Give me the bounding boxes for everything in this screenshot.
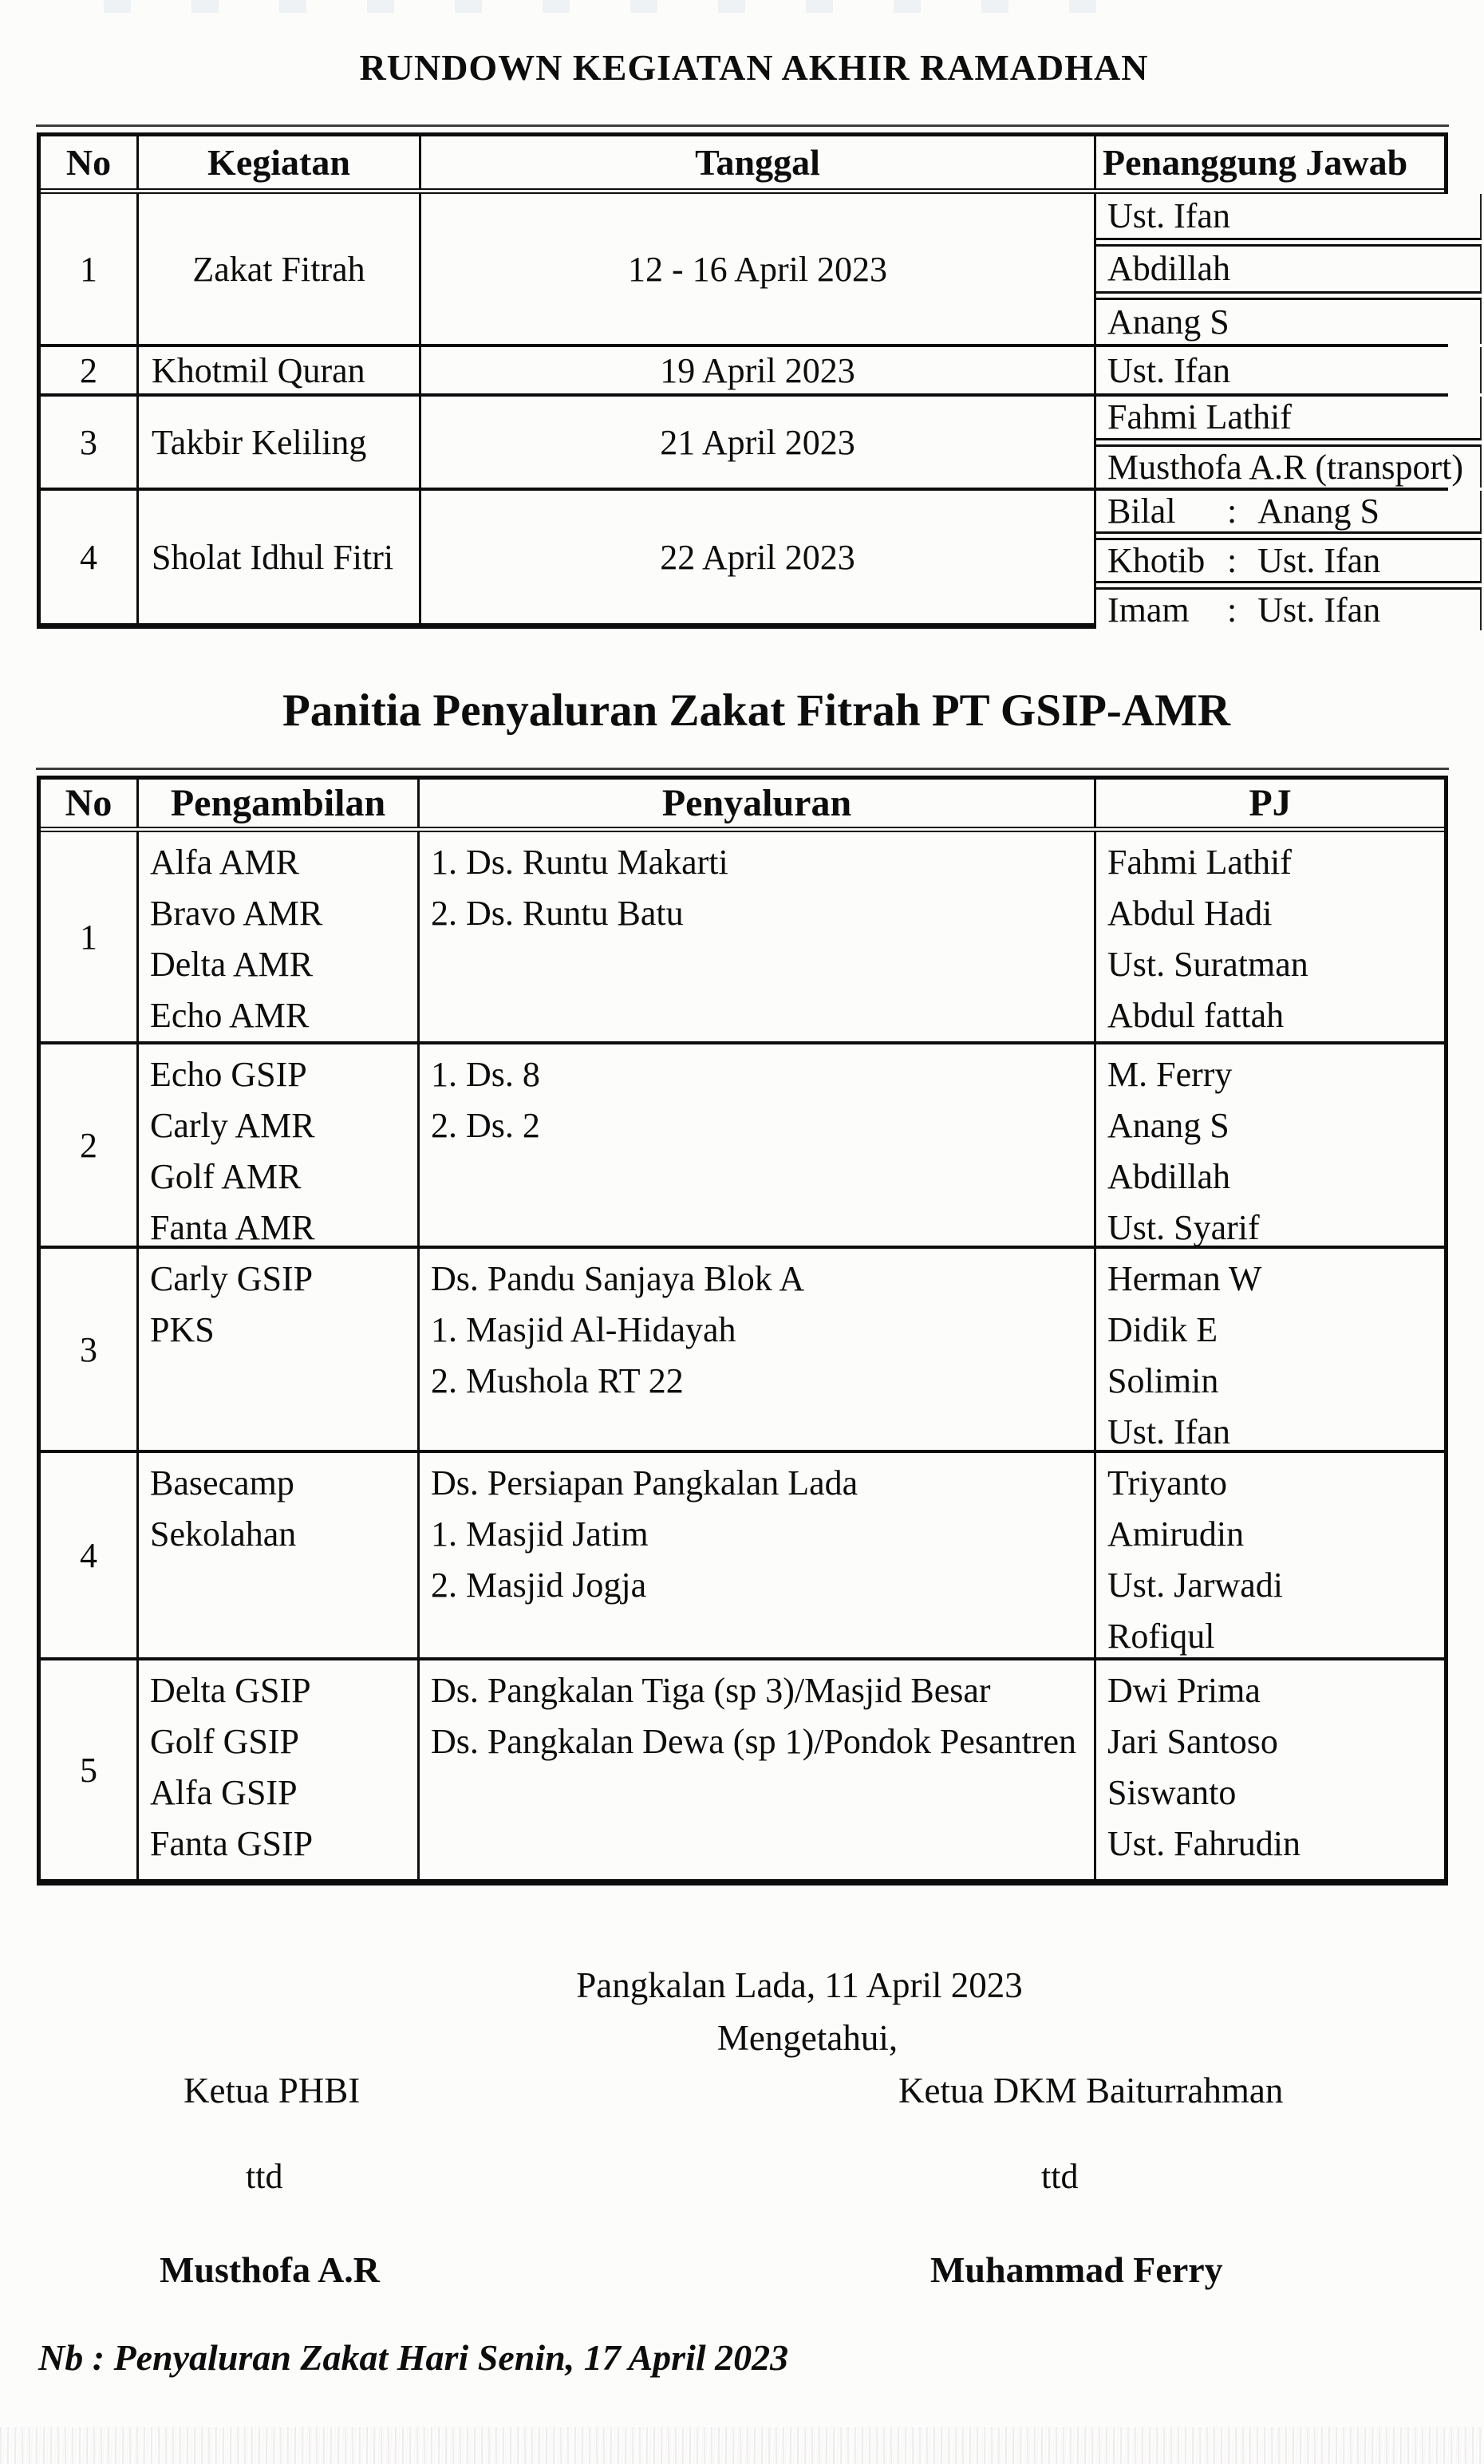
pengambilan-cell: [136, 832, 417, 1041]
pengambilan-cell: [136, 1044, 417, 1246]
right-signer-name: Muhammad Ferry: [930, 2249, 1223, 2290]
table-row: [41, 832, 1444, 1041]
list-item: Triyanto: [1107, 1463, 1227, 1502]
pj-cell: [1094, 1044, 1444, 1246]
no-cell: 5: [80, 1750, 97, 1790]
scan-noise-bottom: [0, 2427, 1484, 2464]
scan-noise-top: [104, 0, 1101, 13]
right-ttd: ttd: [1041, 2157, 1079, 2196]
tanggal-cell: 22 April 2023: [419, 491, 1094, 623]
table-row: [41, 1450, 1444, 1657]
list-item: Delta GSIP: [150, 1671, 311, 1710]
mengetahui-label: Mengetahui,: [716, 2018, 898, 2058]
list-item: Abdul Hadi: [1107, 894, 1273, 933]
tanggal-cell: 19 April 2023: [419, 347, 1094, 393]
rundown-header-row: [41, 136, 1444, 194]
table-row: [41, 488, 1444, 630]
list-item: Rofiqul: [1107, 1617, 1215, 1656]
rundown-title: RUNDOWN KEGIATAN AKHIR RAMADHAN: [359, 47, 1149, 88]
list-item: Carly GSIP: [150, 1259, 314, 1298]
list-item: Ust. Ifan: [1107, 1412, 1230, 1451]
header-penanggung-jawab: Penanggung Jawab: [1094, 136, 1444, 188]
pj-colon: :: [1227, 541, 1237, 580]
pj-cell: [1094, 1249, 1444, 1450]
pj-cell: [1094, 397, 1482, 488]
pj-cell: [1094, 194, 1482, 344]
no-cell: 2: [80, 1125, 97, 1165]
kegiatan-cell: Khotmil Quran: [136, 347, 419, 393]
pj-name: Ust. Ifan: [1257, 590, 1381, 630]
list-item: 1. Ds. Runtu Makarti: [431, 843, 728, 882]
list-item: Didik E: [1107, 1310, 1218, 1349]
list-item: Alfa GSIP: [150, 1773, 298, 1812]
list-item: Dwi Prima: [1107, 1671, 1261, 1710]
list-item: Jari Santoso: [1107, 1722, 1278, 1761]
list-item: 2. Masjid Jogja: [431, 1566, 647, 1605]
header-kegiatan: Kegiatan: [136, 136, 419, 188]
list-item: Fanta AMR: [150, 1208, 315, 1247]
pj-entry: [1096, 491, 1482, 534]
list-item: Herman W: [1107, 1259, 1262, 1298]
kegiatan-cell: Zakat Fitrah: [136, 194, 419, 344]
table-row: [41, 1246, 1444, 1450]
pj-entry: Fahmi Lathif: [1096, 397, 1482, 440]
left-signer-role: Ketua PHBI: [184, 2071, 361, 2111]
table-row: [41, 1041, 1444, 1246]
list-item: Fahmi Lathif: [1107, 843, 1292, 882]
no-cell: 3: [80, 422, 97, 462]
no-cell: 4: [80, 537, 97, 577]
header-no: No: [65, 782, 112, 824]
penyaluran-cell: [417, 1044, 1094, 1246]
list-item: Golf AMR: [150, 1157, 302, 1196]
pj-cell: [1094, 491, 1482, 630]
pj-entry: [1096, 587, 1482, 630]
list-item: Siswanto: [1107, 1773, 1237, 1812]
pj-entry: Ust. Ifan: [1096, 347, 1482, 393]
table-row: [41, 344, 1444, 393]
header-pengambilan: Pengambilan: [136, 780, 417, 827]
header-pj: PJ: [1094, 780, 1444, 827]
pj-entry: Abdillah: [1096, 244, 1482, 293]
pj-role: Bilal: [1107, 492, 1176, 531]
penyaluran-cell: [417, 1660, 1094, 1879]
left-ttd: ttd: [246, 2157, 283, 2196]
rundown-table: [37, 132, 1464, 630]
no-cell: 1: [80, 249, 97, 289]
list-item: Solimin: [1107, 1361, 1219, 1400]
kegiatan-cell: Takbir Keliling: [136, 397, 419, 488]
list-item: Ds. Pangkalan Tiga (sp 3)/Masjid Besar: [431, 1671, 991, 1710]
pj-colon: :: [1227, 492, 1237, 531]
table-row: [41, 1657, 1444, 1879]
panitia-table: [37, 776, 1448, 1886]
panitia-title: Panitia Penyaluran Zakat Fitrah PT GSIP-AMR: [282, 685, 1231, 736]
left-signer-name: Musthofa A.R: [160, 2249, 381, 2290]
pengambilan-cell: [136, 1660, 417, 1879]
note-line: Nb : Penyaluran Zakat Hari Senin, 17 April 2023: [38, 2337, 789, 2378]
no-cell: 2: [80, 350, 97, 390]
tanggal-cell: 21 April 2023: [419, 397, 1094, 488]
no-cell: 1: [80, 917, 97, 957]
list-item: Fanta GSIP: [150, 1824, 314, 1863]
list-item: Ust. Suratman: [1107, 945, 1308, 984]
list-item: Ust. Fahrudin: [1107, 1824, 1300, 1863]
penyaluran-cell: [417, 1453, 1094, 1657]
pj-entry: [1096, 538, 1482, 583]
kegiatan-cell: Sholat Idhul Fitri: [136, 491, 419, 623]
pj-role: Imam: [1107, 590, 1190, 630]
pj-entry: Ust. Ifan: [1096, 194, 1482, 240]
panitia-header-row: [41, 780, 1444, 832]
pj-name: Ust. Ifan: [1257, 541, 1381, 580]
list-item: Ds. Pangkalan Dewa (sp 1)/Pondok Pesantren: [431, 1722, 1076, 1761]
no-cell: 3: [80, 1329, 97, 1369]
penyaluran-cell: [417, 832, 1094, 1041]
list-item: Ust. Syarif: [1107, 1208, 1260, 1247]
pj-colon: :: [1227, 590, 1237, 630]
pj-entry: Musthofa A.R (transport): [1096, 444, 1482, 488]
pj-role: Khotib: [1107, 541, 1206, 580]
list-item: M. Ferry: [1107, 1055, 1233, 1094]
right-signer-role: Ketua DKM Baiturrahman: [898, 2071, 1284, 2111]
pj-cell: [1094, 347, 1482, 393]
list-item: 1. Masjid Jatim: [431, 1514, 649, 1554]
list-item: Abdillah: [1107, 1157, 1230, 1196]
list-item: Basecamp: [150, 1463, 294, 1502]
list-item: Golf GSIP: [150, 1722, 300, 1761]
list-item: 1. Masjid Al-Hidayah: [431, 1310, 736, 1349]
pj-name: Anang S: [1257, 492, 1380, 531]
tanggal-cell: 12 - 16 April 2023: [419, 194, 1094, 344]
list-item: Alfa AMR: [150, 843, 299, 882]
list-item: Ust. Jarwadi: [1107, 1566, 1283, 1605]
list-item: Sekolahan: [150, 1514, 297, 1554]
list-item: Ds. Persiapan Pangkalan Lada: [431, 1463, 858, 1502]
list-item: Delta AMR: [150, 945, 314, 984]
pengambilan-cell: [136, 1453, 417, 1657]
list-item: Echo AMR: [150, 996, 310, 1035]
list-item: Amirudin: [1107, 1514, 1245, 1554]
list-item: Ds. Pandu Sanjaya Blok A: [431, 1259, 805, 1298]
list-item: Abdul fattah: [1107, 996, 1285, 1035]
pj-cell: [1094, 1660, 1444, 1879]
pengambilan-cell: [136, 1249, 417, 1450]
no-cell: 4: [80, 1535, 97, 1575]
list-item: Anang S: [1107, 1106, 1229, 1145]
pj-cell: [1094, 832, 1444, 1041]
penyaluran-cell: [417, 1249, 1094, 1450]
header-no: No: [65, 142, 112, 183]
list-item: Bravo AMR: [150, 894, 323, 933]
list-item: 2. Ds. 2: [431, 1106, 540, 1145]
pj-entry: Anang S: [1096, 298, 1482, 344]
table-row: [41, 393, 1464, 488]
list-item: PKS: [150, 1310, 215, 1349]
list-item: Echo GSIP: [150, 1055, 307, 1094]
table-row: [41, 194, 1444, 344]
header-tanggal: Tanggal: [419, 136, 1094, 188]
list-item: 2. Ds. Runtu Batu: [431, 894, 684, 933]
list-item: 1. Ds. 8: [431, 1055, 540, 1094]
pj-cell: [1094, 1453, 1444, 1657]
list-item: Carly AMR: [150, 1106, 315, 1145]
header-penyaluran: Penyaluran: [417, 780, 1094, 827]
place-date: Pangkalan Lada, 11 April 2023: [576, 1965, 1023, 2005]
list-item: 2. Mushola RT 22: [431, 1361, 684, 1400]
